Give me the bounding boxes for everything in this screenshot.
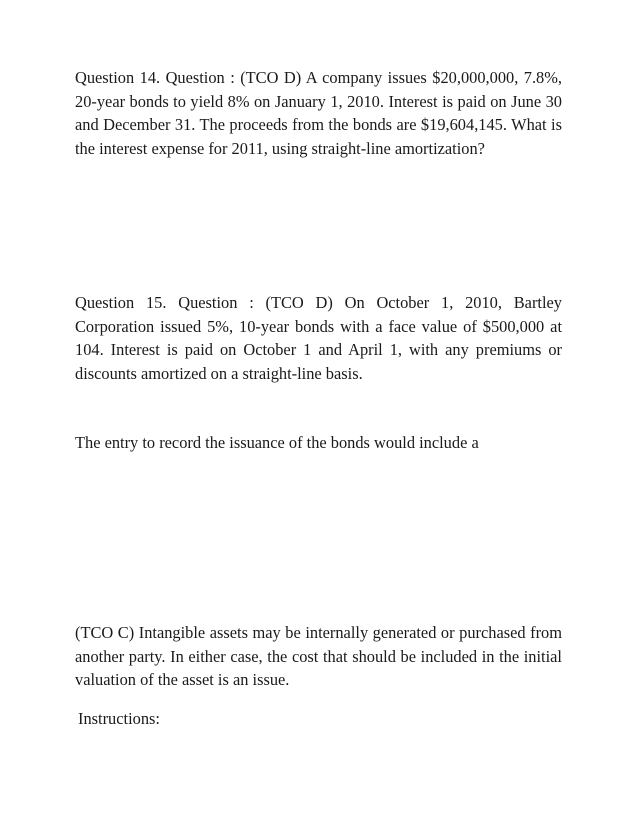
entry-text: The entry to record the issuance of the bonds would include a [75, 433, 479, 452]
question-14-text: Question 14. Question : (TCO D) A company issues $20,000,000, 7.8%, 20-year bonds to yield 8% on January 1, 2010. Interest is paid on June 30 and December 31. The proceeds from the bonds are $19,604,145. What is the interest expense for 2011, using straight-line amortization? [75, 68, 562, 158]
instructions-heading: Instructions: [78, 709, 160, 728]
tco-c-text: (TCO C) Intangible assets may be internally generated or purchased from another party. In either case, the cost that should be included in the initial valuation of the asset is an issue. [75, 623, 562, 689]
question-15-text: Question 15. Question : (TCO D) On October 1, 2010, Bartley Corporation issued 5%, 10-year bonds with a face value of $500,000 at 104. Interest is paid on October 1 and April 1, with any premiums or discounts amortized on a straight-line basis. [75, 293, 562, 383]
